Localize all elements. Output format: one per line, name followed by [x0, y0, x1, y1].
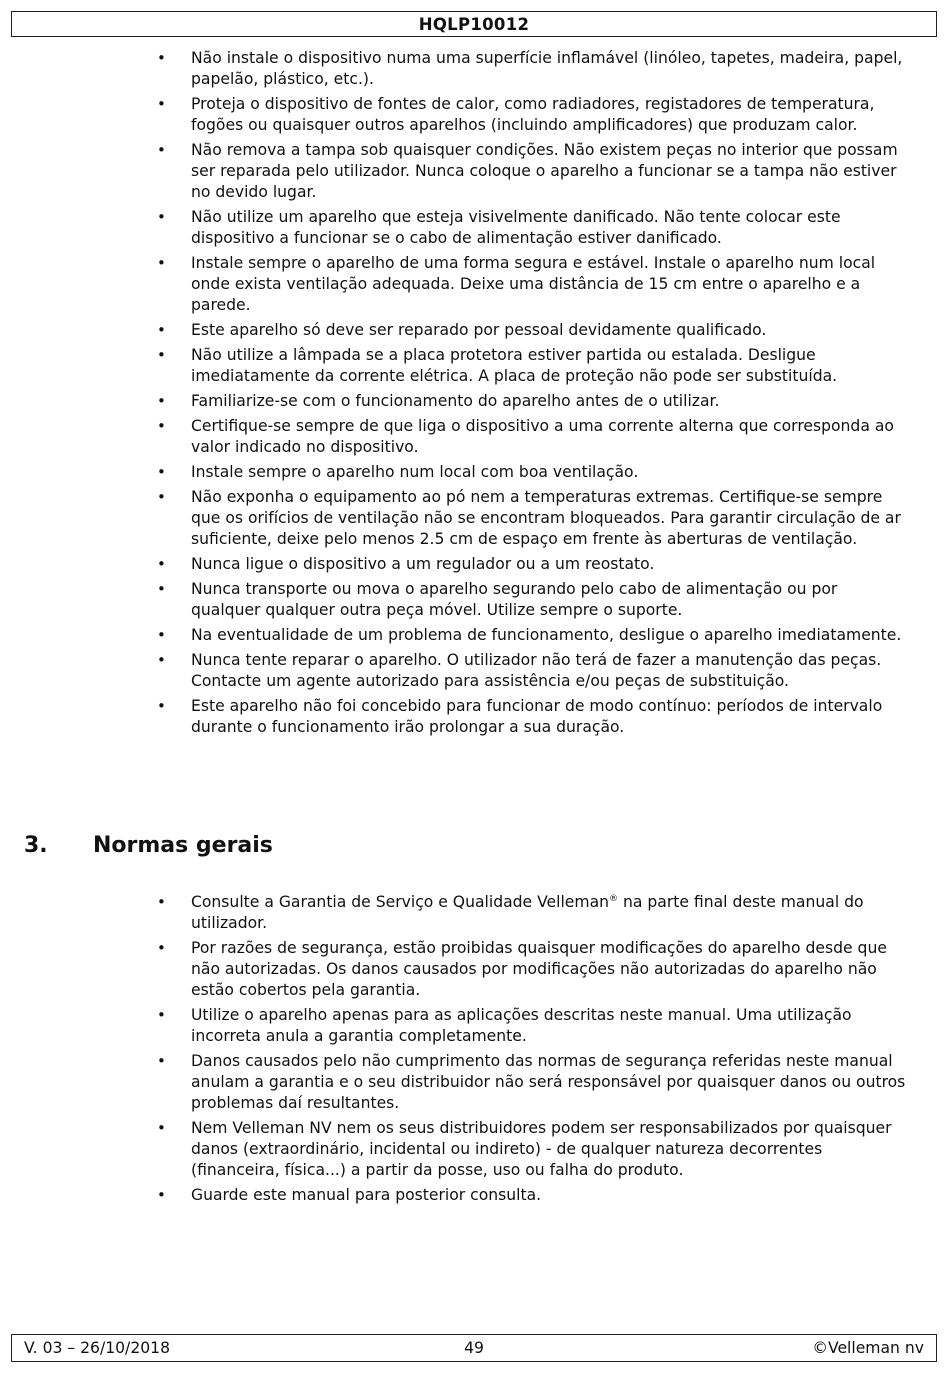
list-item-text-end: na parte final deste manual do utilizador. [191, 893, 864, 932]
bullet-icon: • [157, 697, 166, 715]
bullet-icon: • [157, 95, 166, 113]
safety-bullet-list [0, 48, 950, 742]
list-item-text: Não instale o dispositivo numa uma superfície inflamável (linóleo, tapetes, madeira, papel, papelão, plástico, etc.). [191, 49, 903, 88]
list-item [0, 345, 950, 387]
page-number: 49 [464, 1339, 484, 1357]
list-item [0, 1118, 950, 1181]
bullet-icon: • [157, 392, 166, 410]
bullet-icon: • [157, 1186, 166, 1204]
bullet-icon: • [157, 939, 166, 957]
list-item-text: Por razões de segurança, estão proibidas quaisquer modificações do aparelho desde que não autorizadas. Os danos causados por modificações não autorizadas do aparelho não estão cobertos pela garantia. [191, 939, 887, 999]
list-item [0, 94, 950, 136]
bullet-icon: • [157, 254, 166, 272]
list-item [0, 625, 950, 646]
bullet-icon: • [157, 626, 166, 644]
list-item-text: Não utilize um aparelho que esteja visivelmente danificado. Não tente colocar este dispositivo a funcionar se o cabo de alimentação estiver danificado. [191, 208, 841, 247]
list-item-text: Nunca transporte ou mova o aparelho segurando pelo cabo de alimentação ou por qualquer qualquer outra peça móvel. Utilize sempre o suporte. [191, 580, 838, 619]
bullet-icon: • [157, 555, 166, 573]
bullet-icon: • [157, 488, 166, 506]
general-bullet-list [0, 892, 950, 1210]
footer-copyright: ©Velleman nv [812, 1339, 924, 1357]
list-item [0, 579, 950, 621]
bullet-icon: • [157, 1119, 166, 1137]
list-item [0, 253, 950, 316]
bullet-icon: • [157, 1052, 166, 1070]
list-item-text: Familiarize-se com o funcionamento do aparelho antes de o utilizar. [191, 392, 720, 410]
list-item-text: Este aparelho só deve ser reparado por pessoal devidamente qualificado. [191, 321, 767, 339]
bullet-icon: • [157, 893, 166, 911]
bullet-icon: • [157, 346, 166, 364]
list-item [0, 1185, 950, 1206]
list-item-text: Na eventualidade de um problema de funcionamento, desligue o aparelho imediatamente. [191, 626, 902, 644]
list-item [0, 938, 950, 1001]
bullet-icon: • [157, 321, 166, 339]
section-number: 3. [24, 833, 48, 858]
bullet-icon: • [157, 463, 166, 481]
bullet-icon: • [157, 580, 166, 598]
footer-version: V. 03 – 26/10/2018 [24, 1339, 171, 1357]
list-item [0, 320, 950, 341]
bullet-icon: • [157, 141, 166, 159]
list-item-text: Proteja o dispositivo de fontes de calor, como radiadores, registadores de temperatura, fogões ou quaisquer outros aparelhos (incluindo amplificadores) que produzam calor. [191, 95, 875, 134]
page-header [11, 11, 937, 37]
list-item [0, 650, 950, 692]
list-item-text: Nunca ligue o dispositivo a um regulador ou a um reostato. [191, 555, 655, 573]
registered-mark: ® [609, 893, 619, 904]
bullet-icon: • [157, 417, 166, 435]
list-item [0, 892, 950, 934]
list-item-text: Instale sempre o aparelho num local com boa ventilação. [191, 463, 639, 481]
list-item-text: Nem Velleman NV nem os seus distribuidores podem ser responsabilizados por quaisquer danos (extraordinário, incidental ou indireto) - de qualquer natureza decorrentes (financeira, física...) a partir da posse, uso ou falha do produto. [191, 1119, 892, 1179]
list-item-text: Danos causados pelo não cumprimento das normas de segurança referidas neste manual anulam a garantia e o seu distribuidor não será responsável por quaisquer danos ou outros problemas daí resultantes. [191, 1052, 906, 1112]
list-item-text: Instale sempre o aparelho de uma forma segura e estável. Instale o aparelho num local onde exista ventilação adequada. Deixe uma distância de 15 cm entre o aparelho e a parede. [191, 254, 876, 314]
list-item [0, 554, 950, 575]
list-item-text: Não utilize a lâmpada se a placa protetora estiver partida ou estalada. Desligue imediatamente da corrente elétrica. A placa de proteção não pode ser substituída. [191, 346, 838, 385]
bullet-icon: • [157, 1006, 166, 1024]
list-item [0, 1051, 950, 1114]
list-item-text: Utilize o aparelho apenas para as aplicações descritas neste manual. Uma utilização incorreta anula a garantia completamente. [191, 1006, 852, 1045]
page-footer [11, 1334, 937, 1362]
list-item [0, 696, 950, 738]
list-item-text: Este aparelho não foi concebido para funcionar de modo contínuo: períodos de intervalo durante o funcionamento irão prolongar a sua duração. [191, 697, 883, 736]
header-model: HQLP10012 [418, 15, 530, 34]
bullet-icon: • [157, 49, 166, 67]
bullet-icon: • [157, 651, 166, 669]
section-title: Normas gerais [93, 833, 273, 858]
list-item [0, 462, 950, 483]
list-item [0, 487, 950, 550]
list-item-text: Não remova a tampa sob quaisquer condições. Não existem peças no interior que possam ser reparada pelo utilizador. Nunca coloque o aparelho a funcionar se a tampa não estiver no devido lugar. [191, 141, 898, 201]
list-item-text: Não exponha o equipamento ao pó nem a temperaturas extremas. Certifique-se sempre que os orifícios de ventilação não se encontram bloqueados. Para garantir circulação de ar suficiente, deixe pelo menos 2.5 cm de espaço em frente às aberturas de ventilação. [191, 488, 901, 548]
list-item [0, 1005, 950, 1047]
list-item-text: Nunca tente reparar o aparelho. O utilizador não terá de fazer a manutenção das peças. Contacte um agente autorizado para assistência e/ou peças de substituição. [191, 651, 882, 690]
bullet-icon: • [157, 208, 166, 226]
list-item-text-start: Consulte a Garantia de Serviço e Qualidade Velleman [191, 893, 610, 911]
list-item [0, 391, 950, 412]
list-item-text: Guarde este manual para posterior consulta. [191, 1186, 542, 1204]
list-item [0, 416, 950, 458]
list-item [0, 48, 950, 90]
list-item-text: Certifique-se sempre de que liga o dispositivo a uma corrente alterna que corresponda ao valor indicado no dispositivo. [191, 417, 894, 456]
list-item [0, 140, 950, 203]
list-item [0, 207, 950, 249]
